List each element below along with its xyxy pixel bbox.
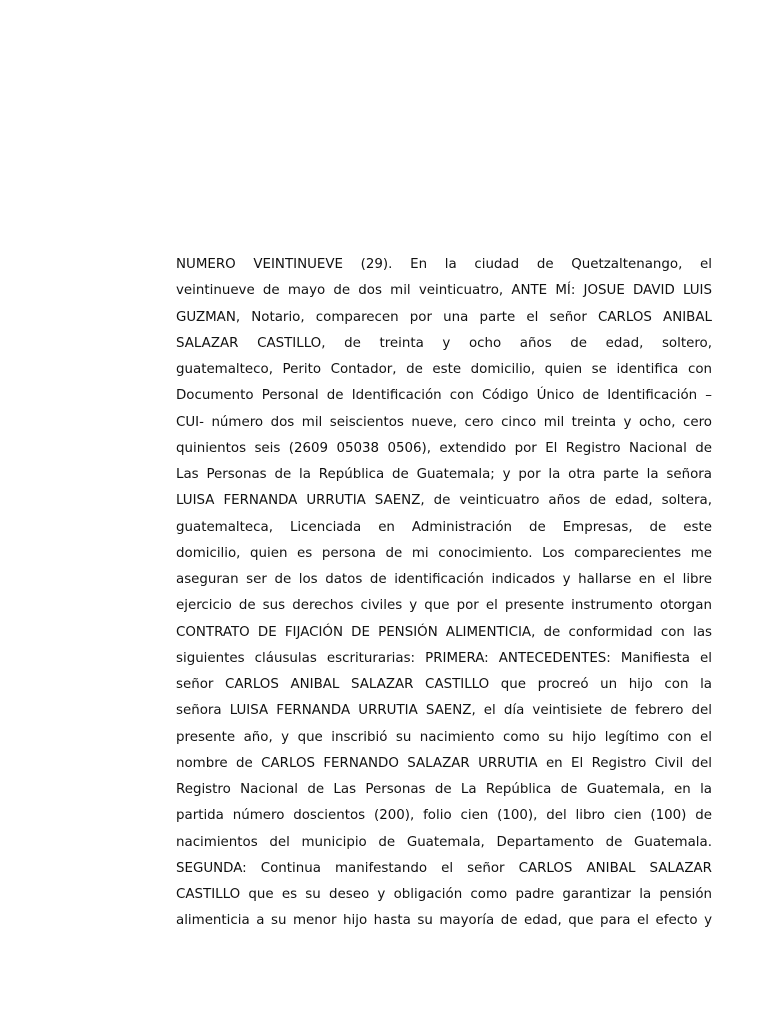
text-line: CONTRATO DE FIJACIÓN DE PENSIÓN ALIMENTICIA, de conformidad con las bbox=[176, 624, 712, 640]
text-line: aseguran ser de los datos de identificación indicados y hallarse en el libre bbox=[176, 572, 712, 587]
deed-body-text bbox=[176, 252, 712, 935]
text-line: guatemalteco, Perito Contador, de este domicilio, quien se identifica con bbox=[176, 362, 712, 377]
text-line: siguientes cláusulas escriturarias: PRIMERA: ANTECEDENTES: Manifiesta el bbox=[176, 650, 712, 666]
text-line: CASTILLO que es su deseo y obligación como padre garantizar la pensión bbox=[176, 887, 712, 902]
text-line: SEGUNDA: Continua manifestando el señor CARLOS ANIBAL SALAZAR bbox=[176, 860, 712, 876]
text-line: GUZMAN, Notario, comparecen por una parte el señor CARLOS ANIBAL bbox=[176, 309, 712, 325]
text-line: NUMERO VEINTINUEVE (29). En la ciudad de Quetzaltenango, el bbox=[176, 257, 712, 272]
text-line: Las Personas de la República de Guatemala; y por la otra parte la señora bbox=[176, 467, 712, 482]
text-line: Registro Nacional de Las Personas de La República de Guatemala, en la bbox=[176, 782, 712, 797]
text-line: quinientos seis (2609 05038 0506), extendido por El Registro Nacional de bbox=[176, 440, 712, 456]
text-line: SALAZAR CASTILLO, de treinta y ocho años de edad, soltero, bbox=[176, 335, 712, 351]
text-line: señora LUISA FERNANDA URRUTIA SAENZ, el día veintisiete de febrero del bbox=[176, 703, 712, 719]
text-line: Documento Personal de Identificación con Código Único de Identificación – bbox=[176, 388, 712, 404]
text-line: presente año, y que inscribió su nacimiento como su hijo legítimo con el bbox=[176, 729, 712, 745]
text-line: nacimientos del municipio de Guatemala, Departamento de Guatemala. bbox=[176, 834, 712, 850]
text-line: ejercicio de sus derechos civiles y que por el presente instrumento otorgan bbox=[176, 598, 712, 614]
text-line: domicilio, quien es persona de mi conocimiento. Los comparecientes me bbox=[176, 545, 712, 561]
text-line: alimenticia a su menor hijo hasta su mayoría de edad, que para el efecto y bbox=[176, 913, 712, 929]
text-line: veintinueve de mayo de dos mil veinticuatro, ANTE MÍ: JOSUE DAVID LUIS bbox=[176, 283, 712, 299]
text-line: LUISA FERNANDA URRUTIA SAENZ, de veinticuatro años de edad, soltera, bbox=[176, 493, 712, 509]
text-line: nombre de CARLOS FERNANDO SALAZAR URRUTIA en El Registro Civil del bbox=[176, 755, 712, 771]
text-line: señor CARLOS ANIBAL SALAZAR CASTILLO que procreó un hijo con la bbox=[176, 677, 712, 692]
text-line: CUI- número dos mil seiscientos nueve, cero cinco mil treinta y ocho, cero bbox=[176, 414, 712, 430]
text-line: guatemalteca, Licenciada en Administración de Empresas, de este bbox=[176, 519, 712, 535]
text-line: partida número doscientos (200), folio cien (100), del libro cien (100) de bbox=[176, 808, 712, 824]
